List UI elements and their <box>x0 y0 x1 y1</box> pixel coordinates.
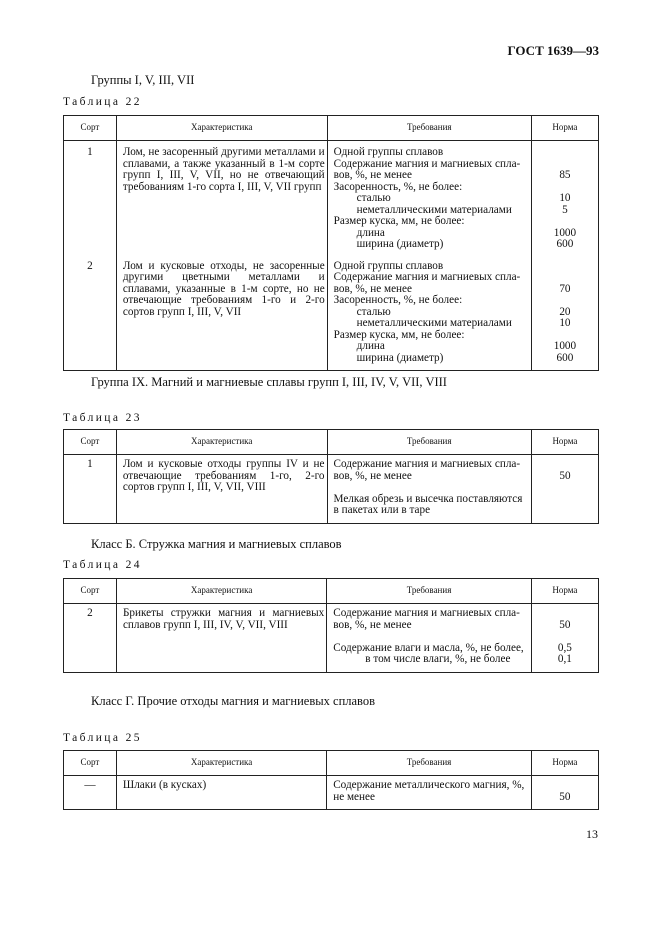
norm-value: 1000 <box>553 340 577 352</box>
col-norm-header: Норма <box>531 430 598 455</box>
characteristic-cell: Шлаки (в кусках) <box>116 776 326 810</box>
norm-value <box>532 505 598 517</box>
requirement-line: Размер куска, мм, не более: <box>333 215 465 227</box>
table-row <box>64 604 599 673</box>
requirement-line: длина <box>356 226 385 239</box>
requirements-cell <box>327 776 532 810</box>
norm-value: 0,1 <box>557 653 572 665</box>
heading-class-b: Класс Б. Стружка магния и магниевых сплавов <box>91 537 342 551</box>
requirements-cell <box>327 141 531 251</box>
requirement-line: Содержание магния и магниевых спла- <box>333 458 521 470</box>
norm-value <box>532 261 598 273</box>
norm-value <box>532 482 598 494</box>
requirement-line: Одной группы сплавов <box>333 259 444 272</box>
sort-cell: 2 <box>64 251 117 371</box>
norm-value <box>532 631 598 643</box>
col-req-header: Требования <box>327 751 532 776</box>
col-char-header: Характеристика <box>116 751 326 776</box>
page-number: 13 <box>586 827 598 841</box>
requirement-line: вов, %, не менее <box>333 282 412 295</box>
norm-value: 5 <box>562 203 568 216</box>
characteristic-cell: Лом и кусковые отходы группы IV и не отвечающие требованиям 1-го, 2-го сортов групп I, III, V, VII, VIII <box>116 455 327 524</box>
heading-group-9: Группа IX. Магний и магниевые сплавы групп I, III, IV, V, VII, VIII <box>91 375 447 389</box>
requirement-line: не менее <box>333 790 375 803</box>
requirement-line: Содержание магния и магниевых спла- <box>333 271 521 283</box>
norm-value <box>532 272 598 284</box>
requirement-line: Содержание влаги и масла, %, не более, <box>333 641 524 654</box>
requirement-line: Содержание магния и магниевых спла- <box>333 607 520 619</box>
norm-value <box>532 295 598 307</box>
sort-cell: 1 <box>64 141 117 251</box>
table-row <box>64 776 599 810</box>
norm-value: 1000 <box>553 226 577 239</box>
requirement-line: длина <box>356 340 385 352</box>
table-row <box>64 141 599 251</box>
norm-cell <box>531 455 598 524</box>
requirement-line: Одной группы сплавов <box>333 146 444 158</box>
norm-value <box>532 216 598 228</box>
col-req-header: Требования <box>327 430 531 455</box>
requirement-line: Размер куска, мм, не более: <box>333 328 465 341</box>
requirement-line: вов, %, не менее <box>333 618 412 631</box>
norm-value <box>532 459 598 471</box>
requirement-line: вов, %, не менее <box>333 469 412 482</box>
requirement-line: ширина (диаметр) <box>356 351 444 364</box>
requirement-line: ширина (диаметр) <box>356 238 444 250</box>
col-sort-header: Сорт <box>64 579 117 604</box>
characteristic-cell: Лом, не засоренный другими металлами и сплавами, а также указанный в 1-м сорте групп I, III, V, VII, но не отвечающий требованиям 1-го сорта I, III, V, VII групп <box>116 141 327 251</box>
characteristic-cell: Брикеты стружки магния и магниевых сплавов групп I, III, IV, V, VII, VIII <box>116 604 326 673</box>
table-24 <box>63 578 599 673</box>
norm-value <box>532 147 598 159</box>
requirement-line: в пакетах или в таре <box>333 504 431 516</box>
table-25-label: Таблица 25 <box>63 732 142 744</box>
col-sort-header: Сорт <box>64 116 117 141</box>
requirement-line: сталью <box>356 305 391 318</box>
col-norm-header: Норма <box>531 579 598 604</box>
norm-cell <box>531 776 598 810</box>
norm-value: 50 <box>559 469 571 482</box>
requirement-line <box>334 482 529 494</box>
col-norm-header: Норма <box>531 751 598 776</box>
requirement-line: Засоренность, %, не более: <box>333 294 463 306</box>
sort-cell: 1 <box>64 455 117 524</box>
heading-groups: Группы I, V, III, VII <box>91 73 195 87</box>
col-norm-header: Норма <box>531 116 598 141</box>
requirement-line: неметаллическими материалами <box>356 203 512 216</box>
requirement-line: Засоренность, %, не более: <box>333 180 463 193</box>
norm-value <box>532 608 598 620</box>
col-req-header: Требования <box>327 579 532 604</box>
requirements-cell <box>327 604 532 673</box>
norm-value: 85 <box>559 169 571 181</box>
requirement-line <box>333 631 529 643</box>
norm-value: 20 <box>559 305 571 318</box>
col-sort-header: Сорт <box>64 751 117 776</box>
table-22 <box>63 115 599 371</box>
table-row <box>64 251 599 371</box>
col-char-header: Характеристика <box>116 430 327 455</box>
requirement-line: Мелкая обрезь и высечка поставляются <box>333 492 523 505</box>
table-25 <box>63 750 599 810</box>
norm-value: 50 <box>559 618 571 631</box>
requirement-line: в том числе влаги, %, не более <box>365 653 511 665</box>
table-24-label: Таблица 24 <box>63 559 142 571</box>
table-23 <box>63 429 599 524</box>
requirements-cell <box>327 455 531 524</box>
sort-cell: 2 <box>64 604 117 673</box>
requirement-line: Содержание магния и магниевых спла- <box>333 157 521 170</box>
requirement-line: неметаллическими материалами <box>356 317 512 329</box>
characteristic-cell: Лом и кусковые отходы, не засоренные другими цветными металлами и сплавами, указанные в 1-м сорте, но не отвечающие требованиям 1-го и 2-го сортов групп I, III, V, VII <box>116 251 327 371</box>
table-23-label: Таблица 23 <box>63 412 142 424</box>
norm-value: 0,5 <box>557 641 572 654</box>
norm-cell <box>531 604 598 673</box>
requirement-line: вов, %, не менее <box>333 169 412 181</box>
col-char-header: Характеристика <box>116 116 327 141</box>
norm-value: 70 <box>559 282 571 295</box>
standard-header: ГОСТ 1639—93 <box>507 43 599 58</box>
norm-value: 600 <box>556 351 574 364</box>
heading-class-g: Класс Г. Прочие отходы магния и магниевых сплавов <box>91 694 376 708</box>
norm-value: 600 <box>556 238 574 250</box>
col-req-header: Требования <box>327 116 531 141</box>
norm-value <box>532 780 598 792</box>
requirement-line: сталью <box>356 192 391 204</box>
norm-value <box>532 494 598 506</box>
norm-cell <box>531 141 598 251</box>
norm-value: 50 <box>559 790 571 803</box>
table-row <box>64 455 599 524</box>
sort-cell: — <box>64 776 117 810</box>
norm-cell <box>531 251 598 371</box>
col-char-header: Характеристика <box>116 579 326 604</box>
requirement-line: Содержание металлического магния, %, <box>333 779 525 791</box>
norm-value: 10 <box>559 192 571 204</box>
table-22-label: Таблица 22 <box>63 96 142 108</box>
requirements-cell <box>327 251 531 371</box>
norm-value: 10 <box>559 317 571 329</box>
col-sort-header: Сорт <box>64 430 117 455</box>
